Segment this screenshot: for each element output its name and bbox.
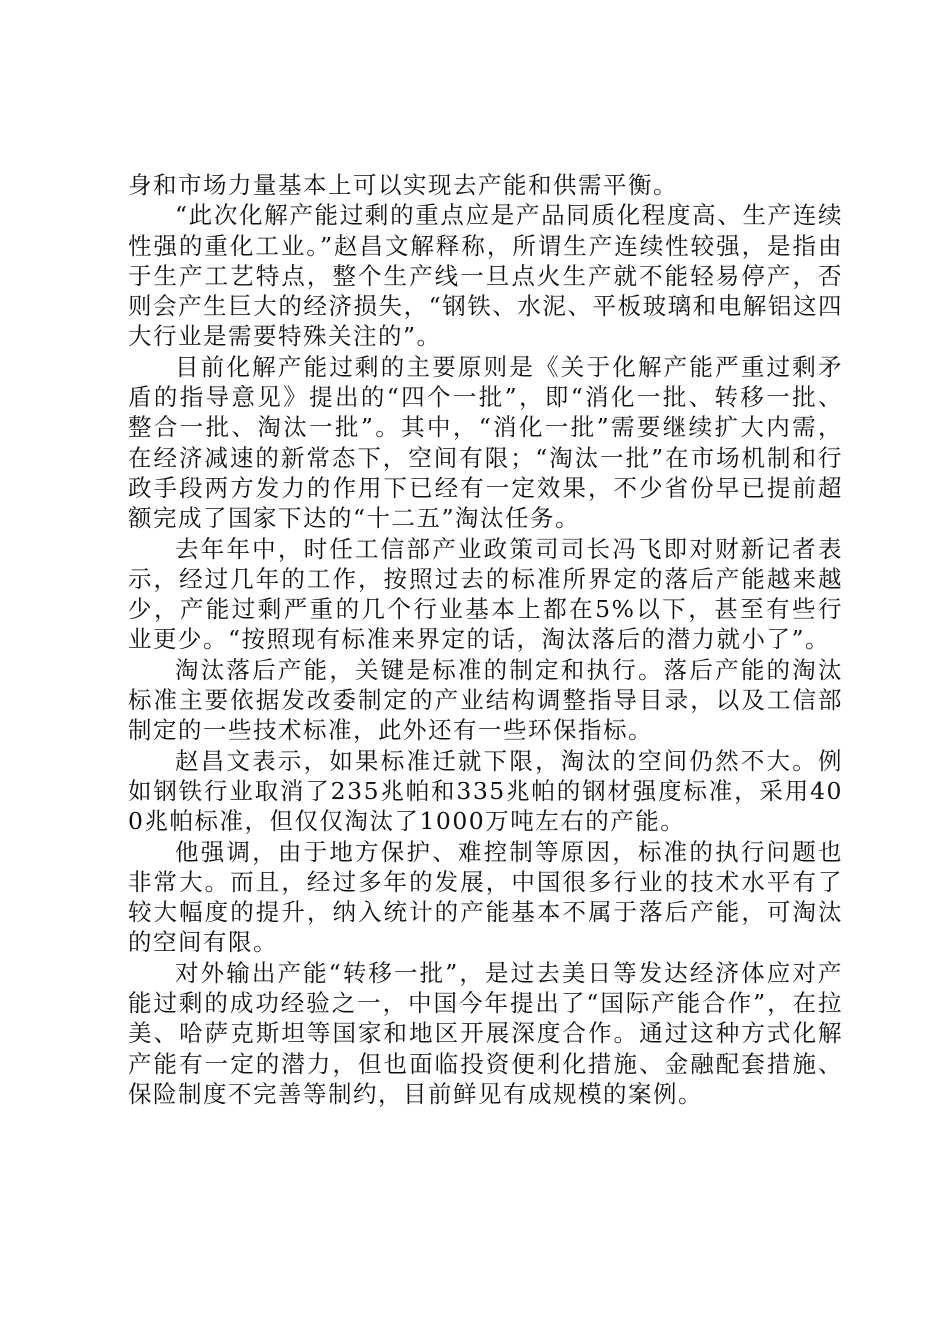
paragraph-7: 他强调，由于地方保护、难控制等原因，标准的执行问题也非常大。而且，经过多年的发展，中国很多行业的技术水平有了较大幅度的提升，纳入统计的产能基本不属于落后产能，可淘汰的空间有限。	[128, 837, 843, 957]
paragraph-4: 去年年中，时任工信部产业政策司司长冯飞即对财新记者表示，经过几年的工作，按照过去的标准所界定的落后产能越来越少，产能过剩严重的几个行业基本上都在5%以下，甚至有些行业更少。“按照现有标准来界定的话，淘汰落后的潜力就小了”。	[128, 534, 843, 654]
paragraph-6: 赵昌文表示，如果标准迁就下限，淘汰的空间仍然不大。例如钢铁行业取消了235兆帕和335兆帕的钢材强度标准，采用400兆帕标准，但仅仅淘汰了1000万吨左右的产能。	[128, 746, 843, 836]
paragraph-1: 身和市场力量基本上可以实现去产能和供需平衡。	[128, 171, 678, 199]
body-text	[128, 170, 843, 1109]
paragraph-8: 对外输出产能“转移一批”，是过去美日等发达经济体应对产能过剩的成功经验之一，中国今年提出了“国际产能合作”，在拉美、哈萨克斯坦等国家和地区开展深度合作。通过这种方式化解产能有一定的潜力，但也面临投资便利化措施、金融配套措施、保险制度不完善等制约，目前鲜见有成规模的案例。	[128, 958, 843, 1108]
paragraph-5: 淘汰落后产能，关键是标准的制定和执行。落后产能的淘汰标准主要依据发改委制定的产业结构调整指导目录，以及工信部制定的一些技术标准，此外还有一些环保指标。	[128, 655, 843, 745]
paragraph-3: 目前化解产能过剩的主要原则是《关于化解产能严重过剩矛盾的指导意见》提出的“四个一批”，即“消化一批、转移一批、整合一批、淘汰一批”。其中，“消化一批”需要继续扩大内需，在经济减速的新常态下，空间有限；“淘汰一批”在市场机制和行政手段两方发力的作用下已经有一定效果，不少省份早已提前超额完成了国家下达的“十二五”淘汰任务。	[128, 352, 843, 533]
paragraph-2: “此次化解产能过剩的重点应是产品同质化程度高、生产连续性强的重化工业。”赵昌文解释称，所谓生产连续性较强，是指由于生产工艺特点，整个生产线一旦点火生产就不能轻易停产，否则会产生巨大的经济损失，“钢铁、水泥、平板玻璃和电解铝这四大行业是需要特殊关注的”。	[128, 201, 843, 351]
